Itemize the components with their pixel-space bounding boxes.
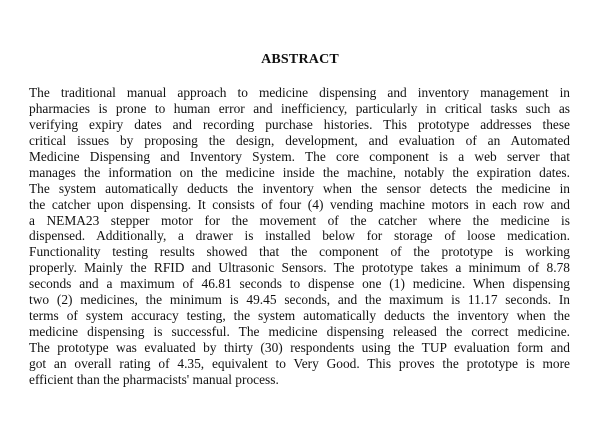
abstract-line: Medicine Dispensing and Inventory System. The core component is a web server that bbox=[29, 148, 570, 164]
abstract-line: efficient than the pharmacists' manual process. bbox=[29, 371, 279, 387]
abstract-line: a NEMA23 stepper motor for the movement of the catcher where the medicine is bbox=[29, 212, 570, 228]
abstract-line: pharmacies is prone to human error and inefficiency, particularly in critical tasks such as bbox=[29, 100, 570, 116]
abstract-line: dispensed. Additionally, a drawer is installed below for storage of loose medication. bbox=[29, 228, 570, 244]
abstract-line: The prototype was evaluated by thirty (30) respondents using the TUP evaluation form and bbox=[29, 340, 570, 355]
abstract-line: the catcher upon dispensing. It consists of four (4) vending machine motors in each row and bbox=[29, 196, 570, 212]
abstract-heading: ABSTRACT bbox=[261, 52, 339, 67]
abstract-line: properly. Mainly the RFID and Ultrasonic Sensors. The prototype takes a minimum of 8.78 bbox=[29, 260, 570, 276]
abstract-line: Functionality testing results showed that the component of the prototype is working bbox=[29, 244, 570, 260]
abstract-line: verifying expiry dates and recording purchase histories. This prototype addresses these bbox=[29, 116, 570, 132]
abstract-line: critical issues by proposing the design, development, and evaluation of an Automated bbox=[29, 132, 570, 148]
abstract-line: got an overall rating of 4.35, equivalent to Very Good. This proves the prototype is more bbox=[29, 355, 570, 371]
abstract-line: terms of system accuracy testing, the system automatically deducts the inventory when the bbox=[29, 308, 570, 324]
abstract-line: The traditional manual approach to medicine dispensing and inventory management in bbox=[29, 85, 570, 100]
abstract-line: manages the information on the medicine inside the machine, notably the expiration dates. bbox=[29, 164, 570, 180]
abstract-line: seconds and a maximum of 46.81 seconds to dispense one (1) medicine. When dispensing bbox=[29, 276, 570, 292]
abstract-line: medicine dispensing is successful. The medicine dispensing released the correct medicine. bbox=[29, 324, 570, 340]
abstract-line: The system automatically deducts the inventory when the sensor detects the medicine in bbox=[29, 180, 570, 196]
abstract-body bbox=[29, 85, 570, 388]
abstract-line: two (2) medicines, the minimum is 49.45 seconds, and the maximum is 11.17 seconds. In bbox=[29, 292, 570, 308]
